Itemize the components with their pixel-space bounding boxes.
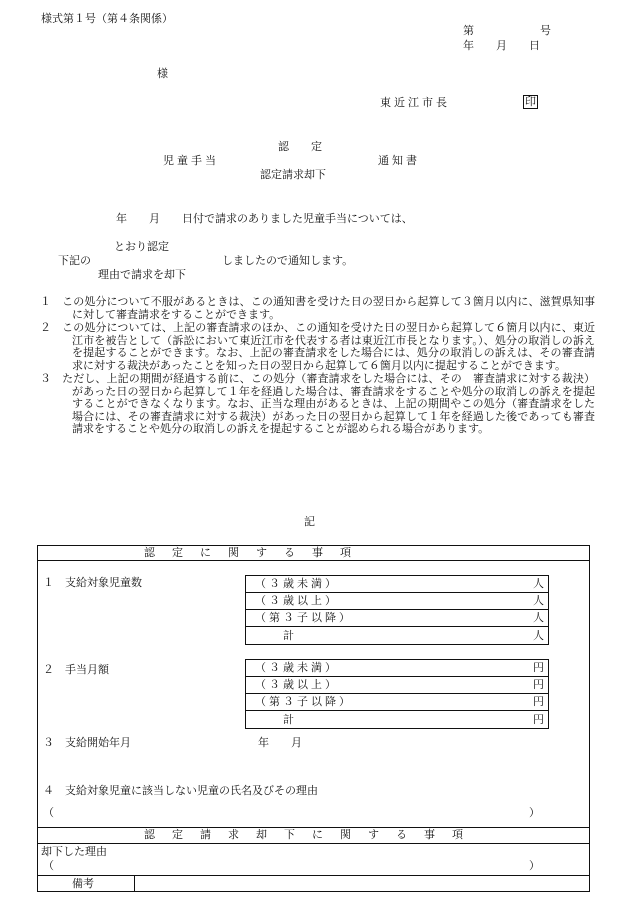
document-number-label: 第 号 (463, 24, 551, 37)
divider (245, 592, 549, 593)
divider (245, 609, 549, 610)
item1-row-unit: 人 (533, 611, 544, 624)
body-option-approve: とおり認定 (114, 240, 169, 253)
item1-row-unit: 人 (533, 577, 544, 590)
item3-value: 年 月 (258, 736, 302, 749)
divider (37, 875, 590, 876)
note-item (40, 296, 595, 321)
ki-heading: 記 (304, 515, 315, 528)
note-number: ２ (40, 321, 51, 334)
note-item (40, 373, 595, 436)
issuer-name: 東近江市長 (380, 96, 450, 109)
item1-row-label: （３歳以上） (255, 594, 339, 607)
paren-open: （ (43, 859, 54, 872)
note-number: ３ (40, 372, 51, 385)
body-option-reject: 理由で請求を却下 (98, 268, 186, 281)
item2-row-unit: 円 (533, 661, 544, 674)
remarks-label: 備考 (72, 877, 94, 890)
item1-label: １ 支給対象児童数 (43, 576, 142, 589)
paren-close: ） (529, 806, 540, 819)
paren-open: （ (43, 806, 54, 819)
item2-row-unit: 円 (533, 713, 544, 726)
seal-mark: 印 (525, 95, 536, 108)
divider (245, 676, 549, 677)
item2-row-label: （３歳未満） (255, 661, 339, 674)
issue-date-label: 年 月 日 (463, 39, 540, 52)
divider (37, 843, 590, 844)
item2-row-label: （３歳以上） (255, 678, 339, 691)
notes-list (40, 296, 595, 437)
body-line-1: 年 月 日付で請求のありました児童手当については、 (116, 212, 413, 225)
section-reject-heading: 認定請求却下に関する事項 (144, 828, 480, 841)
divider (134, 875, 135, 892)
note-text: この処分について不服があるときは、この通知書を受けた日の翌日から起算して３箇月以内に、滋賀県知事に対して審査請求をすることができます。 (62, 295, 595, 321)
item2-row-unit: 円 (533, 695, 544, 708)
divider (245, 693, 549, 694)
section-approval-heading: 認定に関する事項 (144, 546, 368, 559)
title-subject: 児童手当 (163, 154, 219, 167)
note-number: １ (40, 295, 51, 308)
item1-row-label: （３歳未満） (255, 577, 339, 590)
title-option-reject: 認定請求却下 (260, 168, 326, 181)
item4-label: ４ 支給対象児童に該当しない児童の氏名及びその理由 (43, 784, 318, 797)
item2-label: ２ 手当月額 (43, 663, 109, 676)
item1-row-unit: 人 (533, 629, 544, 642)
body-prefix: 下記の (58, 254, 91, 267)
title-suffix: 通知書 (378, 154, 420, 167)
form-number: 様式第１号（第４条関係） (41, 12, 173, 25)
divider (37, 560, 590, 561)
reject-reason-label: 却下した理由 (41, 845, 107, 858)
divider (245, 626, 549, 627)
note-text: ただし、上記の期間が経過する前に、この処分（審査請求をした場合には、その 審査請求に対する裁決）があった日の翌日から起算して１年を経過した場合は、審査請求をすることや処分の取消しの訴えを提起することができなくなります。なお、正当な理由があるときは、上記の期間やこの処分（審査請求をした場合には、その審査請求に対する裁決）があった日の翌日から起算して１年を経過した後であっても審査請求をすることや処分の取消しの訴えを提起することが認められる場合があります。 (62, 372, 595, 435)
item2-row-unit: 円 (533, 678, 544, 691)
note-text: この処分については、上記の審査請求のほか、この通知を受けた日の翌日から起算して６箇月以内に、東近江市を被告として（訴訟において東近江市を代表する者は東近江市長となります。）、処分の取消しの訴えを提起することができます。なお、上記の審査請求をした場合には、処分の取消しの訴えは、その審査請求に対する裁決があったことを知った日の翌日から起算して６箇月以内に提起することができます。 (62, 321, 595, 372)
item2-row-label: （第３子以降） (255, 695, 353, 708)
item1-row-label: 計 (283, 629, 294, 642)
title-option-approve: 認 定 (278, 140, 322, 153)
body-suffix: しましたので通知します。 (222, 254, 354, 267)
addressee-suffix: 様 (157, 67, 168, 80)
item1-row-unit: 人 (533, 594, 544, 607)
paren-close: ） (529, 859, 540, 872)
item2-row-label: 計 (283, 713, 294, 726)
item1-row-label: （第３子以降） (255, 611, 353, 624)
divider (245, 710, 549, 711)
item3-label: ３ 支給開始年月 (43, 736, 131, 749)
note-item (40, 322, 595, 372)
